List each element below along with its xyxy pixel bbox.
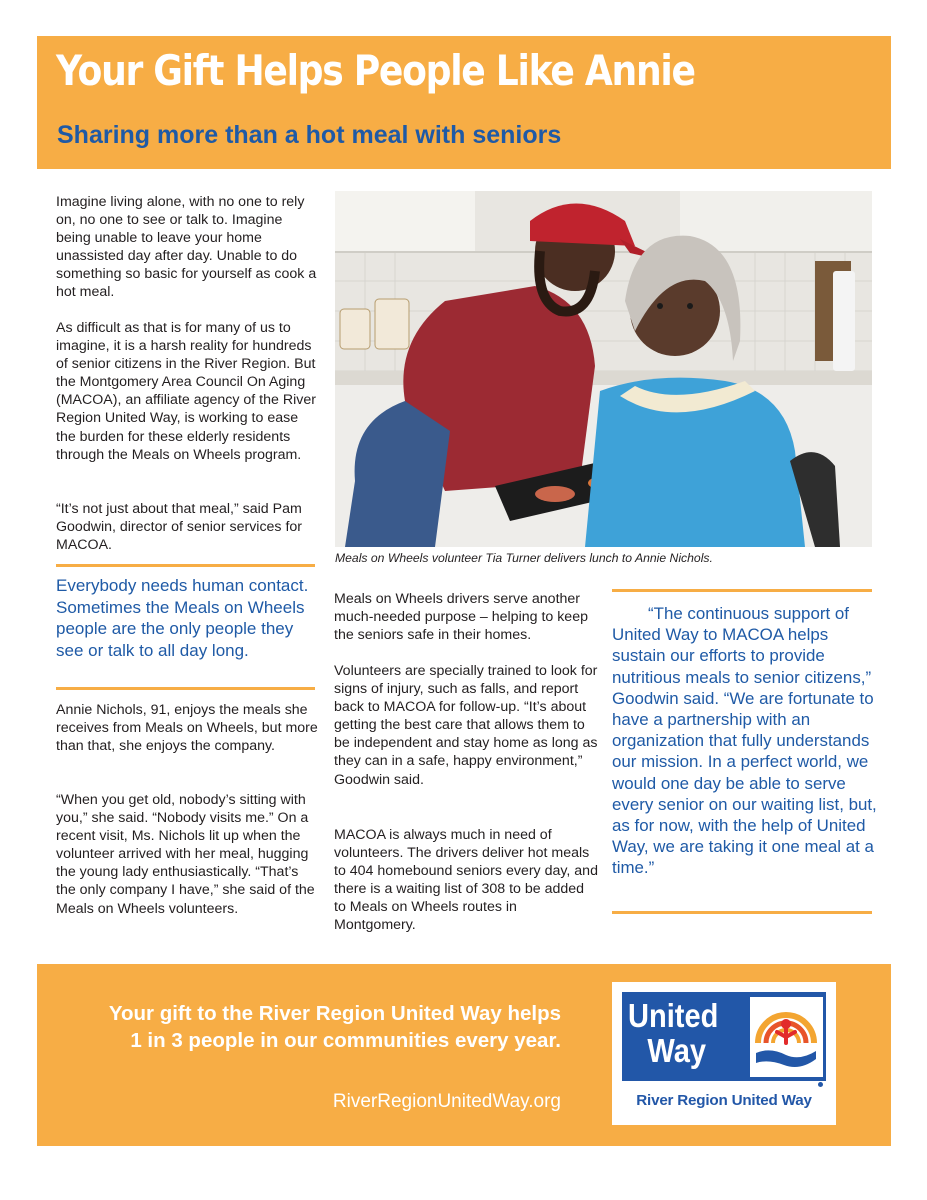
logo-org-name: River Region United Way: [636, 1092, 812, 1109]
pull-quote: Everybody needs human contact. Sometimes the Meals on Wheels people are the only people they see or talk to all day long.: [56, 576, 309, 660]
body-paragraph: MACOA is always much in need of volunteers. The drivers deliver hot meals to 404 homebound seniors every day, and there is a waiting list of 308 to be added to Meals on Wheels routes in Montgomery.: [334, 827, 598, 934]
body-paragraph: Meals on Wheels drivers serve another much-needed purpose – helping to keep the seniors safe in their homes.: [334, 591, 588, 644]
tagline-line-1: Your gift to the River Region United Way helps: [108, 1002, 561, 1025]
photo-caption: Meals on Wheels volunteer Tia Turner delivers lunch to Annie Nichols.: [335, 551, 713, 565]
body-paragraph: Annie Nichols, 91, enjoys the meals she receives from Meals on Wheels, but more than that, she enjoys the company.: [56, 702, 318, 755]
united-way-logo: [612, 982, 836, 1125]
body-paragraph: “When you get old, nobody’s sitting with you,” she said. “Nobody visits me.” On a recent visit, Ms. Nichols lit up when the volunteer arrived with her meal, hugging the young lady enthusiastically. “That’s the only company I have,” she said of the Meals on Wheels volunteers.: [56, 792, 315, 917]
tagline-line-2: 1 in 3 people in our communities every year.: [130, 1029, 561, 1052]
website-link[interactable]: RiverRegionUnitedWay.org: [332, 1091, 561, 1112]
logo-word-way: Way: [647, 1032, 707, 1069]
logo-wordmark: [628, 998, 718, 1068]
page-subtitle: Sharing more than a hot meal with seniors: [57, 121, 562, 149]
footer-banner: [37, 964, 891, 1146]
body-paragraph: Imagine living alone, with no one to rely on, no one to see or talk to. Imagine being unable to leave your home unassisted day after day. Unable to do something so basic for yourself as cook a hot meal.: [56, 194, 317, 301]
divider: [612, 911, 872, 914]
goodwin-quote: “The continuous support of United Way to MACOA helps sustain our efforts to provide nutritious meals to senior citizens,” Goodwin said. “We are fortunate to have a partnership with an organization that fully understands our mission. In a perfect world, we would one day be able to serve every senior on our waiting list, but, as for now, with the help of United Way, we are taking it one meal at a time.”: [612, 604, 877, 878]
body-paragraph: “It’s not just about that meal,” said Pam Goodwin, director of senior services for MACOA.: [56, 501, 303, 554]
footer-tagline: [109, 1000, 561, 1054]
divider: [612, 589, 872, 592]
body-paragraph: Volunteers are specially trained to look for signs of injury, such as falls, and report back to MACOA for follow-up. “It’s about getting the best care that allows them to be independent and stay home as long as they can in a safe, happy environment,” Goodwin said.: [334, 663, 598, 788]
hand-rainbow-icon: [750, 997, 823, 1077]
divider: [56, 564, 315, 567]
photo-volunteer-and-senior: [335, 191, 872, 547]
logo-word-united: United: [628, 997, 719, 1034]
header-banner: [37, 36, 891, 169]
divider: [56, 687, 315, 690]
photo-illustration: [335, 191, 872, 547]
page-title: Your Gift Helps People Like Annie: [56, 46, 695, 95]
logo-blue-panel: [622, 992, 826, 1081]
body-paragraph: As difficult as that is for many of us to imagine, it is a harsh reality for hundreds of senior citizens in the River Region. But the Montgomery Area Council On Aging (MACOA), an affiliate agency of the River Region United Way, is working to ease the burden for these elderly residents through the Meals on Wheels program.: [56, 320, 316, 463]
registered-mark: [818, 1082, 823, 1087]
